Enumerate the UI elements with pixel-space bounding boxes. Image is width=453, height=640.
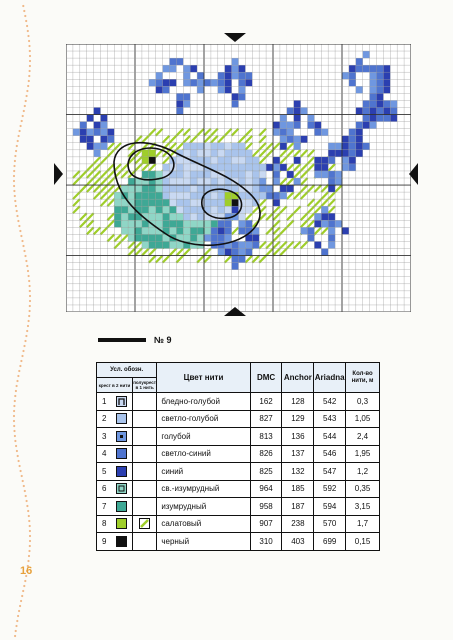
anchor-code: 129	[282, 410, 314, 428]
page-number: 16	[20, 565, 33, 577]
center-marker-top	[224, 33, 246, 42]
full-cross-symbol	[111, 410, 132, 428]
anchor-code: 132	[282, 463, 314, 481]
anchor-code: 403	[282, 533, 314, 551]
thread-length: 1,2	[346, 463, 380, 481]
full-cross-symbol	[111, 463, 132, 481]
color-key-row	[97, 498, 380, 516]
color-key-row	[97, 393, 380, 411]
center-marker-left	[54, 163, 63, 185]
header-ariadna: Ariadna	[314, 363, 346, 393]
color-index: 6	[97, 480, 112, 498]
header-color: Цвет нити	[157, 363, 250, 393]
ariadna-code: 546	[314, 445, 346, 463]
half-cross-symbol	[132, 498, 156, 516]
color-swatch	[116, 466, 127, 477]
half-cross-symbol	[132, 428, 156, 446]
anchor-code: 128	[282, 393, 314, 411]
thread-length: 3,15	[346, 498, 380, 516]
header-half-cross: полукрест в 1 нить	[132, 378, 156, 393]
anchor-code: 136	[282, 428, 314, 446]
color-name: светло-голубой	[157, 410, 250, 428]
cross-stitch-pattern-chart	[66, 44, 411, 312]
color-key-row	[97, 428, 380, 446]
color-key-row	[97, 480, 380, 498]
ariadna-code: 570	[314, 515, 346, 533]
ariadna-code: 594	[314, 498, 346, 516]
color-key-table	[96, 362, 380, 551]
full-cross-symbol	[111, 445, 132, 463]
full-cross-symbol	[111, 515, 132, 533]
color-swatch	[116, 413, 127, 424]
header-dmc: DMC	[250, 363, 282, 393]
color-swatch	[116, 448, 127, 459]
center-marker-bottom	[224, 307, 246, 316]
thread-length: 0,15	[346, 533, 380, 551]
color-key-row	[97, 515, 380, 533]
dmc-code: 958	[250, 498, 282, 516]
color-swatch	[116, 483, 127, 494]
color-index: 3	[97, 428, 112, 446]
color-index: 4	[97, 445, 112, 463]
color-index: 9	[97, 533, 112, 551]
color-name: светло-синий	[157, 445, 250, 463]
dmc-code: 964	[250, 480, 282, 498]
color-name: голубой	[157, 428, 250, 446]
anchor-code: 238	[282, 515, 314, 533]
color-swatch	[116, 536, 127, 547]
half-cross-symbol	[132, 533, 156, 551]
header-full-cross: крест в 2 нити	[97, 378, 133, 393]
ariadna-code: 547	[314, 463, 346, 481]
header-anchor: Anchor	[282, 363, 314, 393]
ariadna-code: 542	[314, 393, 346, 411]
color-name: черный	[157, 533, 250, 551]
half-cross-symbol	[132, 393, 156, 411]
half-cross-symbol	[132, 463, 156, 481]
pattern-number: № 9	[154, 335, 172, 345]
dmc-code: 813	[250, 428, 282, 446]
header-length: Кол-во нити, м	[346, 363, 380, 393]
color-index: 8	[97, 515, 112, 533]
color-name: синий	[157, 463, 250, 481]
color-index: 1	[97, 393, 112, 411]
color-swatch	[116, 518, 127, 529]
color-swatch	[116, 396, 127, 407]
anchor-code: 185	[282, 480, 314, 498]
color-swatch	[116, 501, 127, 512]
decorative-dot-border	[0, 0, 40, 640]
ariadna-code: 592	[314, 480, 346, 498]
color-index: 2	[97, 410, 112, 428]
thread-length: 2,4	[346, 428, 380, 446]
center-marker-right	[409, 163, 418, 185]
dmc-code: 825	[250, 463, 282, 481]
thread-length: 0,35	[346, 480, 380, 498]
color-swatch	[116, 431, 127, 442]
color-key-row	[97, 410, 380, 428]
half-cross-symbol	[132, 480, 156, 498]
half-cross-swatch	[139, 518, 150, 529]
ariadna-code: 544	[314, 428, 346, 446]
anchor-code: 187	[282, 498, 314, 516]
pattern-label-bar	[98, 338, 146, 342]
full-cross-symbol	[111, 533, 132, 551]
dmc-code: 827	[250, 410, 282, 428]
full-cross-symbol	[111, 428, 132, 446]
color-key-row	[97, 445, 380, 463]
ariadna-code: 543	[314, 410, 346, 428]
color-name: салатовый	[157, 515, 250, 533]
half-cross-symbol	[132, 515, 156, 533]
dmc-code: 162	[250, 393, 282, 411]
pattern-number-label	[98, 335, 172, 345]
color-index: 5	[97, 463, 112, 481]
full-cross-symbol	[111, 480, 132, 498]
dmc-code: 826	[250, 445, 282, 463]
color-key-row	[97, 463, 380, 481]
color-name: св.-изумрудный	[157, 480, 250, 498]
anchor-code: 137	[282, 445, 314, 463]
full-cross-symbol	[111, 393, 132, 411]
color-index: 7	[97, 498, 112, 516]
dmc-code: 310	[250, 533, 282, 551]
half-cross-symbol	[132, 445, 156, 463]
header-symbols: Усл. обозн.	[97, 363, 157, 378]
half-cross-symbol	[132, 410, 156, 428]
thread-length: 1,7	[346, 515, 380, 533]
thread-length: 1,95	[346, 445, 380, 463]
ariadna-code: 699	[314, 533, 346, 551]
color-key-row	[97, 533, 380, 551]
thread-length: 0,3	[346, 393, 380, 411]
full-cross-symbol	[111, 498, 132, 516]
color-name: бледно-голубой	[157, 393, 250, 411]
thread-length: 1,05	[346, 410, 380, 428]
dmc-code: 907	[250, 515, 282, 533]
color-name: изумрудный	[157, 498, 250, 516]
